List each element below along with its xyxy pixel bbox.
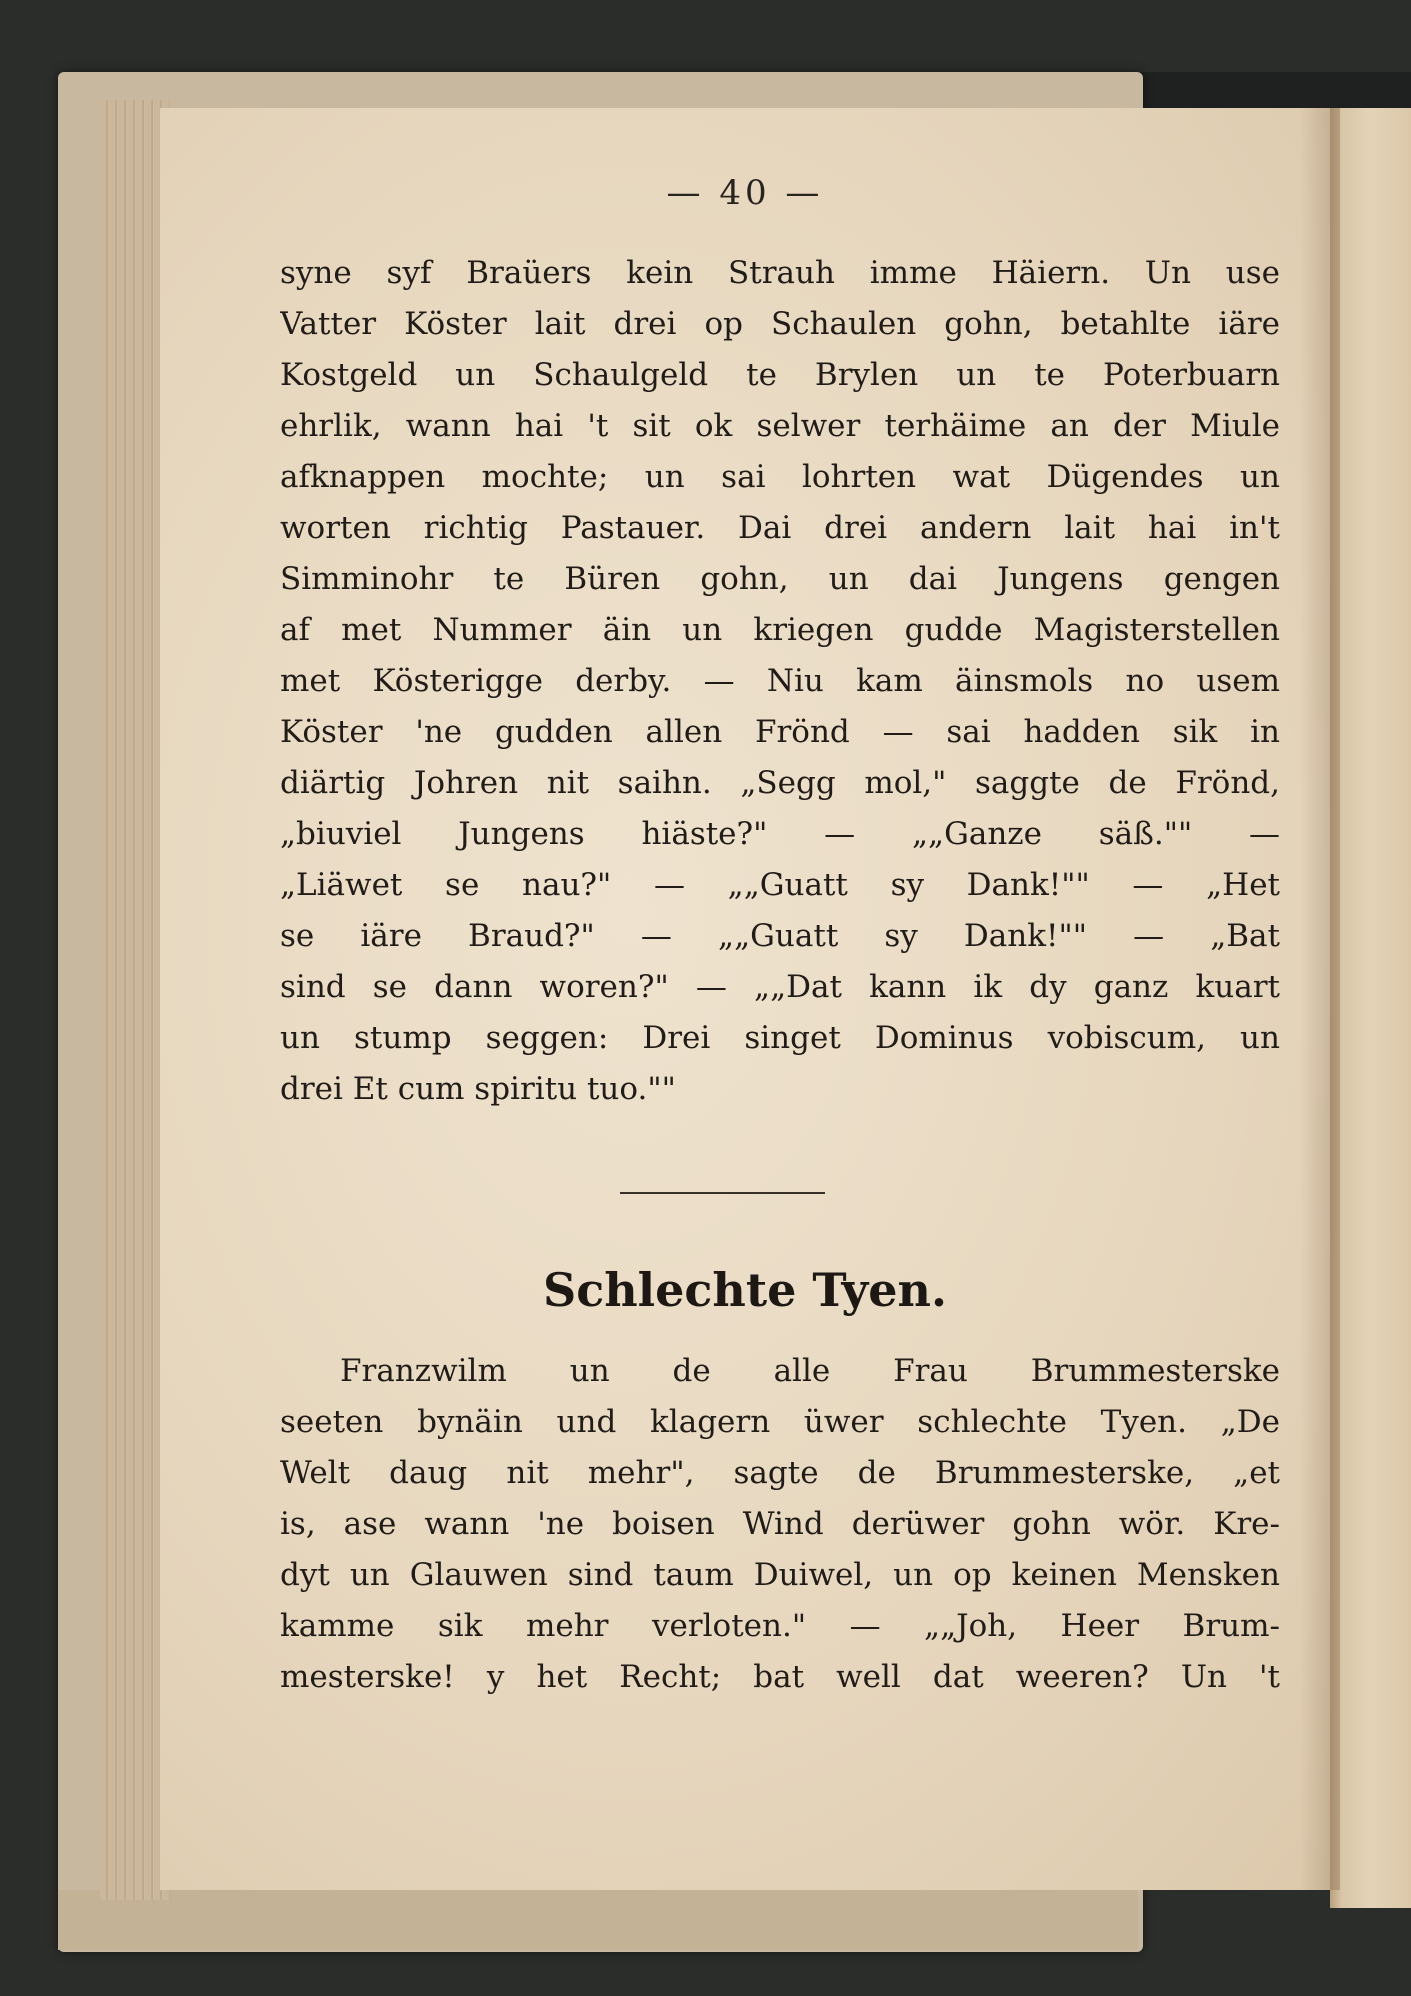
text-line: se iäre Braud?" — „„Guatt sy Dank!"" — „Bat — [280, 918, 1280, 954]
text-line: Kostgeld un Schaulgeld te Brylen un te Poterbuarn — [280, 357, 1280, 393]
text-line: sind se dann woren?" — „„Dat kann ik dy ganz kuart — [280, 969, 1280, 1005]
text-line: Welt daug nit mehr", sagte de Brummesterske, „et — [280, 1455, 1280, 1491]
text-line: Franzwilm un de alle Frau Brummesterske — [340, 1353, 1280, 1389]
paragraph-1 — [280, 248, 1280, 1115]
text-line: Vatter Köster lait drei op Schaulen gohn, betahlte iäre — [280, 306, 1280, 342]
text-line: mesterske! y het Recht; bat well dat weeren? Un 't — [280, 1659, 1280, 1695]
text-line: „Liäwet se nau?" — „„Guatt sy Dank!"" — „Het — [280, 867, 1280, 903]
text-line: „biuviel Jungens hiäste?" — „„Ganze säß."" — — [280, 816, 1280, 852]
gutter-shadow — [1300, 108, 1340, 1890]
book-page — [160, 108, 1330, 1890]
text-line: dyt un Glauwen sind taum Duiwel, un op keinen Mensken — [280, 1557, 1280, 1593]
text-line: un stump seggen: Drei singet Dominus vobiscum, un — [280, 1020, 1280, 1056]
text-line: worten richtig Pastauer. Dai drei andern lait hai in't — [280, 510, 1280, 546]
book-bottom-edge — [58, 1890, 1138, 1950]
text-line: drei Et cum spiritu tuo."" — [280, 1071, 676, 1107]
text-line: seeten bynäin und klagern üwer schlechte Tyen. „De — [280, 1404, 1280, 1440]
page-number: — 40 — — [666, 173, 824, 213]
text-line: ehrlik, wann hai 't sit ok selwer terhäime an der Miule — [280, 408, 1280, 444]
text-line: Simminohr te Büren gohn, un dai Jungens gengen — [280, 561, 1280, 597]
section-heading: Schlechte Tyen. — [542, 1263, 948, 1317]
text-line: kamme sik mehr verloten." — „„Joh, Heer Brum- — [280, 1608, 1280, 1644]
text-line: Köster 'ne gudden allen Frönd — sai hadden sik in — [280, 714, 1280, 750]
text-line: af met Nummer äin un kriegen gudde Magisterstellen — [280, 612, 1280, 648]
text-line: diärtig Johren nit saihn. „Segg mol," saggte de Frönd, — [280, 765, 1280, 801]
paragraph-2 — [280, 1346, 1280, 1703]
facing-page — [1330, 108, 1411, 1908]
text-line: met Kösterigge derby. — Niu kam äinsmols no usem — [280, 663, 1280, 699]
text-line: afknappen mochte; un sai lohrten wat Dügendes un — [280, 459, 1280, 495]
section-divider — [620, 1192, 825, 1194]
text-line: is, ase wann 'ne boisen Wind derüwer gohn wör. Kre- — [280, 1506, 1280, 1542]
text-line: syne syf Braüers kein Strauh imme Häiern. Un use — [280, 255, 1280, 291]
